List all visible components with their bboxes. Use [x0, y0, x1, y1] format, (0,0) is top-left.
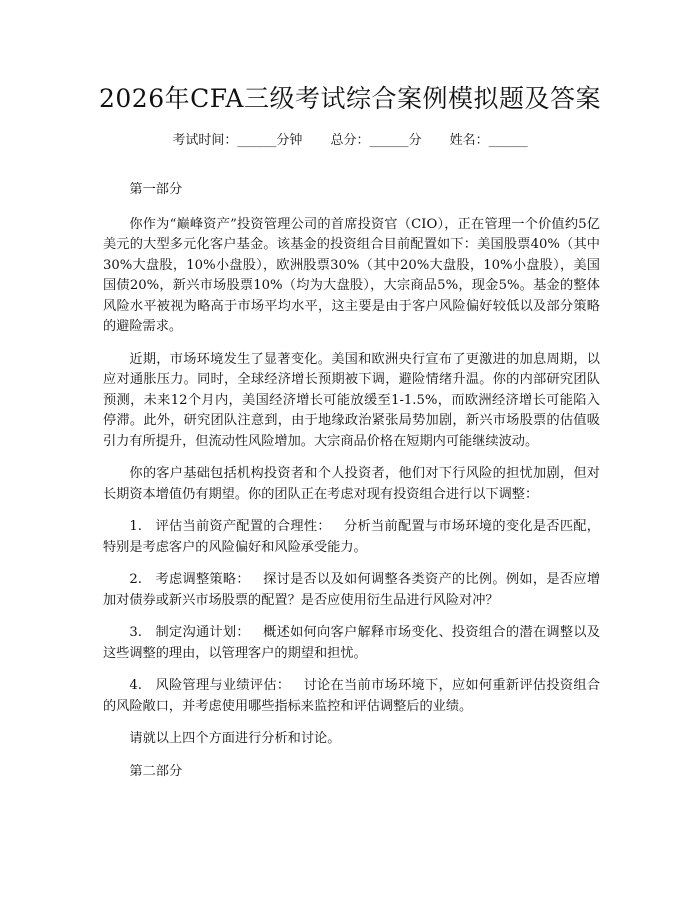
question-item-1 — [103, 517, 600, 558]
item-label: 风险管理与业绩评估： — [155, 678, 291, 693]
question-item-3 — [103, 623, 600, 664]
item-text: 分析当前配置与市场环境的变化是否匹配，特别是考虑客户的风险偏好和风险承受能力。 — [103, 519, 600, 555]
item-number: 3. — [129, 625, 142, 640]
item-text: 讨论在当前市场环境下，应如何重新评估投资组合的风险敞口，并考虑使用哪些指标来监控和评估调整后的业绩。 — [103, 678, 601, 714]
item-text: 探讨是否以及如何调整各类资产的比例。例如，是否应增加对债券或新兴市场股票的配置？是否应使用衍生品进行风险对冲？ — [103, 572, 601, 608]
document-body — [103, 180, 600, 796]
exam-time-field: 考试时间：______分钟 — [172, 133, 303, 148]
exam-info-line — [0, 132, 700, 150]
section-heading-2: 第二部分 — [129, 763, 183, 779]
name-field: 姓名：______ — [449, 133, 528, 148]
closing-instruction: 请就以上四个方面进行分析和讨论。 — [129, 731, 341, 746]
item-number: 2. — [129, 572, 142, 587]
item-text: 概述如何向客户解释市场变化、投资组合的潜在调整以及这些调整的理由，以管理客户的期望和担忧。 — [103, 625, 601, 661]
item-label: 评估当前资产配置的合理性： — [155, 519, 331, 534]
question-item-4 — [103, 676, 600, 717]
paragraph-market: 近期，市场环境发生了显著变化。美国和欧洲央行宣布了更激进的加息周期，以应对通胀压力。同时，全球经济增长预期被下调，避险情绪升温。你的内部研究团队预测，未来12个月内，美国经济增长可能放缓至1-1.5%，而欧洲经济增长可能陷入停滞。此外，研究团队注意到，由于地缘政治紧张局势加剧，新兴市场股票的估值吸引力有所提升，但流动性风险增加。大宗商品价格在短期内可能继续波动。 — [103, 351, 600, 449]
total-score-field: 总分：______分 — [330, 133, 422, 148]
item-label: 制定沟通计划： — [155, 625, 250, 640]
document-title: 2026年CFA三级考试综合案例模拟题及答案 — [99, 84, 601, 113]
item-number: 1. — [129, 519, 142, 534]
paragraph-intro: 你作为“巅峰资产”投资管理公司的首席投资官（CIO），正在管理一个价值约5亿美元的大型多元化客户基金。该基金的投资组合目前配置如下：美国股票40%（其中30%大盘股，10%小盘股），欧洲股票30%（其中20%大盘股，10%小盘股），美国国债20%，新兴市场股票10%（均为大盘股），大宗商品5%，现金5%。基金的整体风险水平被视为略高于市场平均水平，这主要是由于客户风险偏好较低以及部分策略的避险需求。 — [103, 216, 600, 334]
paragraph-clients: 你的客户基础包括机构投资者和个人投资者，他们对下行风险的担忧加剧，但对长期资本增值仍有期望。你的团队正在考虑对现有投资组合进行以下调整： — [103, 466, 600, 502]
question-item-2 — [103, 570, 600, 611]
section-heading-1: 第一部分 — [129, 182, 183, 197]
item-number: 4. — [129, 678, 142, 693]
item-label: 考虑调整策略： — [155, 572, 250, 587]
